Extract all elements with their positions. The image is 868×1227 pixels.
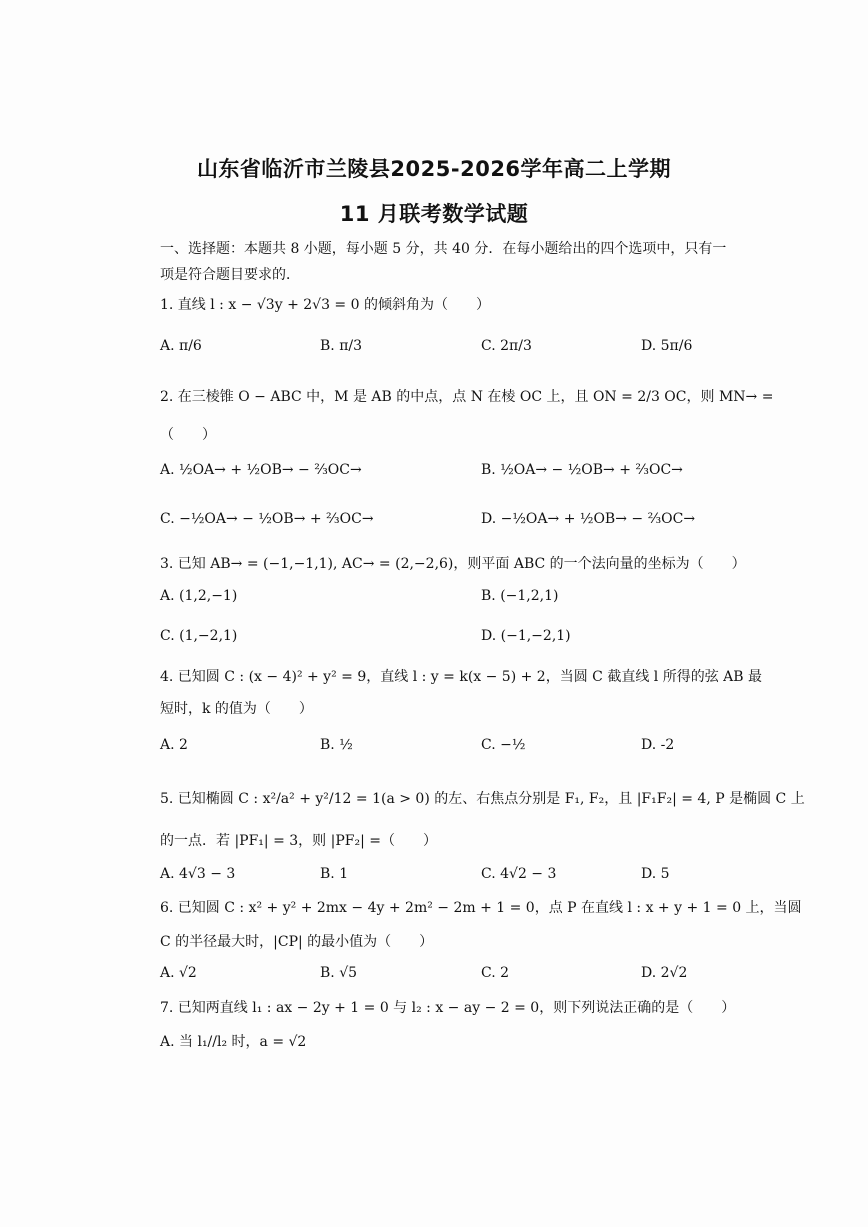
question-1-stem: 1. 直线 l : x − √3y + 2√3 = 0 的倾斜角为（ ） bbox=[160, 297, 490, 313]
question-2-stem-cont: （ ） bbox=[160, 427, 216, 443]
exam-subtitle: 11 月联考数学试题 bbox=[339, 202, 529, 226]
q3-option-b: B. (−1,2,1) bbox=[481, 588, 559, 604]
question-4-stem: 4. 已知圆 C : (x − 4)² + y² = 9，直线 l : y = k(x − 5) + 2，当圆 C 截直线 l 所得的弦 AB 最 bbox=[160, 669, 762, 685]
q1-option-d: D. 5π/6 bbox=[641, 338, 693, 354]
q1-option-a: A. π/6 bbox=[160, 338, 202, 354]
q5-option-b: B. 1 bbox=[320, 866, 349, 882]
q6-option-c: C. 2 bbox=[481, 965, 510, 981]
question-5-stem: 5. 已知椭圆 C : x²/a² + y²/12 = 1(a > 0) 的左、右焦点分别是 F₁, F₂，且 |F₁F₂| = 4, P 是椭圆 C 上 bbox=[160, 791, 805, 807]
q3-option-a: A. (1,2,−1) bbox=[160, 588, 238, 604]
question-4-stem-cont: 短时，k 的值为（ ） bbox=[160, 701, 313, 717]
q2-option-a: A. ½OA→ + ½OB→ − ⅔OC→ bbox=[160, 462, 362, 478]
q3-option-c: C. (1,−2,1) bbox=[160, 628, 238, 644]
q5-option-c: C. 4√2 − 3 bbox=[481, 866, 557, 882]
q4-option-a: A. 2 bbox=[160, 737, 188, 753]
q6-option-a: A. √2 bbox=[160, 965, 197, 981]
section-intro-cont: 项是符合题目要求的． bbox=[160, 267, 300, 283]
q4-option-c: C. −½ bbox=[481, 737, 526, 753]
q6-option-b: B. √5 bbox=[320, 965, 358, 981]
section-intro: 一、选择题：本题共 8 小题，每小题 5 分，共 40 分．在每小题给出的四个选项中，只有一 bbox=[160, 241, 727, 257]
q1-option-c: C. 2π/3 bbox=[481, 338, 532, 354]
q1-option-b: B. π/3 bbox=[320, 338, 363, 354]
question-2-stem: 2. 在三棱锥 O − ABC 中，M 是 AB 的中点，点 N 在棱 OC 上，且 ON = 2/3 OC，则 MN→ = bbox=[160, 389, 774, 405]
question-3-stem: 3. 已知 AB→ = (−1,−1,1), AC→ = (2,−2,6)，则平面 ABC 的一个法向量的坐标为（ ） bbox=[160, 556, 746, 572]
q6-option-d: D. 2√2 bbox=[641, 965, 688, 981]
q4-option-d: D. -2 bbox=[641, 737, 675, 753]
q2-option-c: C. −½OA→ − ½OB→ + ⅔OC→ bbox=[160, 511, 374, 527]
q2-option-b: B. ½OA→ − ½OB→ + ⅔OC→ bbox=[481, 462, 683, 478]
q5-option-d: D. 5 bbox=[641, 866, 670, 882]
q5-option-a: A. 4√3 − 3 bbox=[160, 866, 236, 882]
q3-option-d: D. (−1,−2,1) bbox=[481, 628, 571, 644]
question-5-stem-cont: 的一点．若 |PF₁| = 3，则 |PF₂| =（ ） bbox=[160, 833, 437, 849]
q4-option-b: B. ½ bbox=[320, 737, 353, 753]
question-6-stem: 6. 已知圆 C : x² + y² + 2mx − 4y + 2m² − 2m + 1 = 0，点 P 在直线 l : x + y + 1 = 0 上，当圆 bbox=[160, 900, 802, 916]
question-6-stem-cont: C 的半径最大时，|CP| 的最小值为（ ） bbox=[160, 934, 434, 950]
exam-title: 山东省临沂市兰陵县2025-2026学年高二上学期 bbox=[196, 157, 672, 181]
q2-option-d: D. −½OA→ + ½OB→ − ⅔OC→ bbox=[481, 511, 696, 527]
q7-option-a: A. 当 l₁//l₂ 时，a = √2 bbox=[160, 1034, 307, 1050]
question-7-stem: 7. 已知两直线 l₁ : ax − 2y + 1 = 0 与 l₂ : x − ay − 2 = 0，则下列说法正确的是（ ） bbox=[160, 1000, 736, 1016]
